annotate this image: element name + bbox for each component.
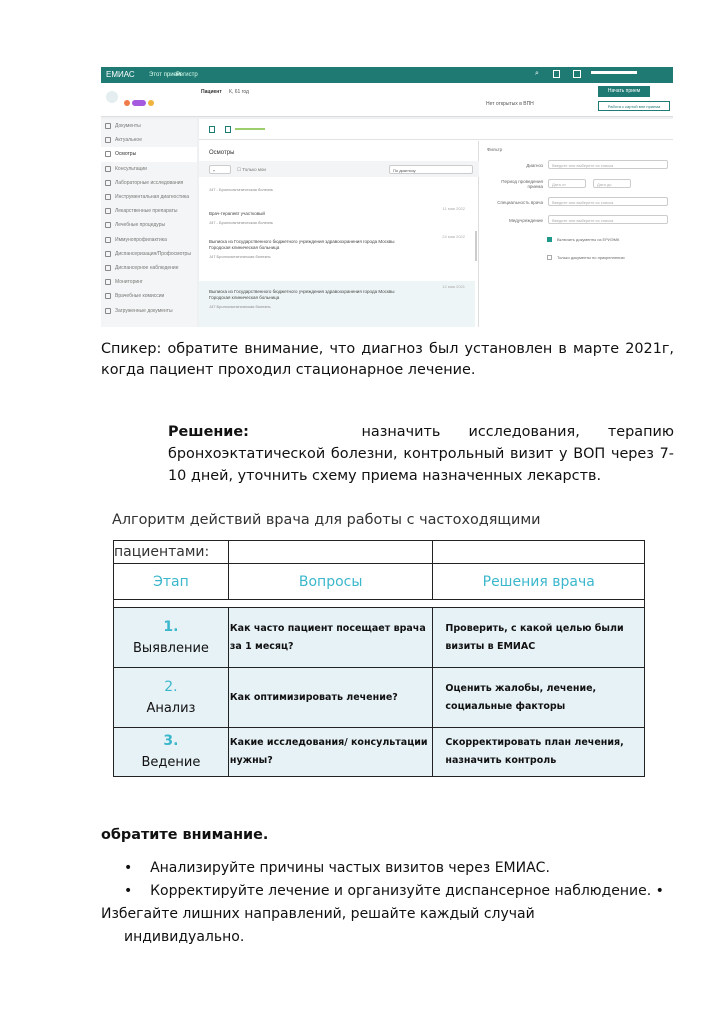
sidebar-item[interactable] [101, 190, 197, 204]
table-row [114, 608, 645, 668]
notification-icon[interactable] [573, 70, 581, 78]
include-checkbox[interactable] [547, 237, 552, 242]
sidebar-icon [105, 208, 111, 214]
decision-cell: Проверить, с какой целью были визиты в ЕМИАС [433, 608, 645, 668]
sidebar-item-label: Инструментальная диагностика [115, 194, 189, 201]
header-questions: Вопросы [228, 564, 433, 600]
date-to-input[interactable]: Дата до [593, 179, 631, 188]
sidebar-item[interactable] [101, 289, 197, 303]
only-attached-label: Только документы по прикреплению [557, 255, 625, 260]
panel-toolbar [199, 119, 673, 140]
sidebar-item[interactable] [101, 147, 197, 161]
sidebar-icon [105, 308, 111, 314]
sidebar [101, 119, 197, 327]
progress-bar [235, 128, 265, 130]
speaker-note: Спикер: обратите внимание, что диагноз был установлен в марте 2021г, когда пациент проходил стационарное лечение. [101, 341, 674, 378]
badge [124, 100, 130, 106]
sort-select[interactable]: По диагнозу [389, 165, 473, 174]
decision-cell: Оценить жалобы, лечение, социальные факторы [433, 668, 645, 728]
document-icon[interactable] [209, 126, 215, 133]
table-row [114, 728, 645, 777]
entry-subtitle: J47 Бронхоэктатическая болезнь [209, 304, 271, 309]
section-title: Осмотры [209, 150, 235, 156]
sidebar-icon [105, 279, 111, 285]
main-panel [199, 119, 673, 327]
sidebar-item[interactable] [101, 204, 197, 218]
sidebar-icon [105, 251, 111, 257]
header-stage: Этап [114, 564, 229, 600]
sidebar-item-label: Лекарственные препараты [115, 208, 178, 215]
emias-topbar [101, 67, 673, 83]
question-cell: Какие исследования/ консультации нужны? [228, 728, 433, 777]
algorithm-table [113, 540, 645, 777]
sidebar-item-label: Иммунопрофилактика [115, 236, 167, 243]
entry-date: 11 мая 2022 [442, 206, 465, 211]
bullet-text: Корректируйте лечение и организуйте диспансерное наблюдение. • [150, 883, 664, 899]
entry-title: Выписка из Государственного бюджетного учреждения здравоохранения города Москвы Городская клиническая больница [209, 289, 395, 300]
solution-text: назначить исследования, терапию бронхоэктатической болезни, контрольный визит у ВОП через 7-10 дней, уточнить схему приема назначенных лекарств. [168, 424, 674, 484]
work-without-visit-button[interactable]: Работа с картой вне приема [598, 101, 670, 111]
sidebar-item[interactable] [101, 261, 197, 275]
sidebar-item[interactable] [101, 133, 197, 147]
period-label: Период проведения приема [501, 179, 543, 189]
entry-subtitle: J47 - Бронхоэктатическая болезнь [209, 220, 273, 225]
bullet-text: Анализируйте причины частых визитов через ЕМИАС. [150, 860, 550, 876]
stage-cell [114, 668, 229, 728]
patient-label: Пациент [201, 89, 222, 95]
patient-age: К, 61 год [229, 89, 249, 95]
sidebar-item-label: Врачебные комиссии [115, 293, 165, 300]
stage-name: Выявление [132, 640, 209, 656]
sidebar-item-label: Лабораторные исследования [115, 179, 184, 186]
date-from-input[interactable]: Дата от [548, 179, 586, 188]
calendar-icon[interactable] [553, 70, 560, 78]
entry-title: Выписка из Государственного бюджетного учреждения здравоохранения города Москвы Городская клиническая больница [209, 239, 395, 250]
sidebar-item-label: Диспансеризация/Профосмотры [115, 250, 191, 257]
scrollbar[interactable] [475, 231, 477, 261]
question-cell: Как часто пациент посещает врача за 1 месяц? [228, 608, 433, 668]
diagnosis-input[interactable]: Введите или выберите из списка [548, 160, 668, 169]
note-title: обратите внимание. [101, 827, 269, 843]
sidebar-icon [105, 237, 111, 243]
sidebar-item[interactable] [101, 275, 197, 289]
sidebar-item-label: Осмотры [115, 151, 137, 158]
sidebar-icon [105, 123, 111, 129]
bullet-item: • Анализируйте причины частых визитов через ЕМИАС. [124, 860, 550, 876]
menu-item[interactable]: Регистр [176, 72, 198, 78]
question-cell: Как оптимизировать лечение? [228, 668, 433, 728]
menu-item[interactable]: Этот прием [149, 72, 182, 78]
note-tail: индивидуально. [124, 929, 245, 945]
specialty-input[interactable]: Введите или выберите из списка [548, 197, 668, 206]
bullet-item: • Корректируйте лечение и организуйте диспансерное наблюдение. • [124, 883, 664, 899]
sidebar-item-label: Актуальное [115, 137, 142, 144]
solution-label: Решение: [168, 424, 249, 440]
search-icon[interactable]: ⌕ [535, 70, 539, 77]
list-item[interactable] [199, 203, 475, 229]
sidebar-item[interactable] [101, 303, 197, 317]
sidebar-icon [105, 166, 111, 172]
document-icon[interactable] [225, 126, 231, 133]
sidebar-item-label: Мониторинг [115, 279, 143, 286]
sidebar-item-label: Документы [115, 123, 141, 130]
only-mine-label: Только мои [242, 167, 266, 172]
institution-label: Медучреждение [508, 218, 543, 223]
entry-subtitle: J47 Бронхоэктатическая болезнь [209, 254, 271, 259]
title-continuation: пациентами: [114, 541, 229, 564]
sidebar-item[interactable] [101, 162, 197, 176]
include-label: Включить документы из ЕРИЭМК [557, 237, 620, 242]
sidebar-item[interactable] [101, 119, 197, 133]
avatar [106, 91, 118, 103]
only-mine-checkbox[interactable]: ☐ Только мои [237, 167, 266, 172]
stage-number: 2. [164, 678, 178, 695]
specialty-label: Специальность врача [497, 200, 543, 205]
sidebar-item-label: Диспансерное наблюдение [115, 264, 179, 271]
insurance: Нет открытых в ВПН [486, 101, 534, 107]
entry-subtitle: J47 - Бронхоэктатическая болезнь [209, 187, 273, 192]
header-decisions: Решения врача [433, 564, 645, 600]
table-row [114, 668, 645, 728]
list-item[interactable] [199, 281, 475, 327]
institution-input[interactable]: Введите или выберите из списка [548, 215, 668, 224]
sidebar-icon [105, 265, 111, 271]
stage-number: 1. [163, 618, 179, 635]
stage-cell [114, 728, 229, 777]
stage-name: Ведение [141, 755, 201, 770]
algorithm-title: Алгоритм действий врача для работы с частоходящими [112, 512, 541, 528]
sidebar-item[interactable] [101, 218, 197, 232]
filter-panel [481, 141, 673, 327]
decision-cell: Скорректировать план лечения, назначить контроль [433, 728, 645, 777]
start-visit-button[interactable]: Начать прием [598, 86, 650, 97]
examinations-list [199, 141, 479, 327]
entry-title: Врач-терапевт участковый [209, 211, 265, 216]
sidebar-item-label: Загруженные документы [115, 307, 173, 314]
sidebar-item[interactable] [101, 233, 197, 247]
note-tail: Избегайте лишних направлений, решайте каждый случай [101, 906, 535, 922]
stage-cell [114, 608, 229, 668]
emias-screenshot [101, 67, 673, 327]
entry-date: 24 мая 2022 [442, 234, 465, 239]
sidebar-item[interactable] [101, 247, 197, 261]
user-name [591, 71, 637, 74]
sidebar-item-label: Консультации [115, 165, 147, 172]
entry-date: 12 мая 2021 [442, 284, 465, 289]
sidebar-icon [105, 194, 111, 200]
sidebar-icon [105, 293, 111, 299]
badge [132, 100, 146, 106]
emias-logo: ЕМИАС [106, 70, 135, 79]
sidebar-icon [105, 151, 111, 157]
patient-header [101, 83, 673, 117]
sidebar-item[interactable] [101, 176, 197, 190]
filter-title: Фильтр [487, 147, 503, 152]
year-select[interactable]: ▾ [209, 165, 231, 174]
only-attached-checkbox[interactable] [547, 255, 552, 260]
stage-number: 3. [163, 733, 179, 749]
list-item[interactable] [199, 231, 475, 279]
sidebar-icon [105, 180, 111, 186]
sidebar-icon [105, 137, 111, 143]
badge [148, 100, 154, 106]
solution [168, 421, 674, 487]
sidebar-item-label: Лечебные процедуры [115, 222, 166, 229]
stage-name: Анализ [146, 700, 196, 716]
diagnosis-label: Диагноз [526, 163, 543, 168]
sidebar-icon [105, 222, 111, 228]
